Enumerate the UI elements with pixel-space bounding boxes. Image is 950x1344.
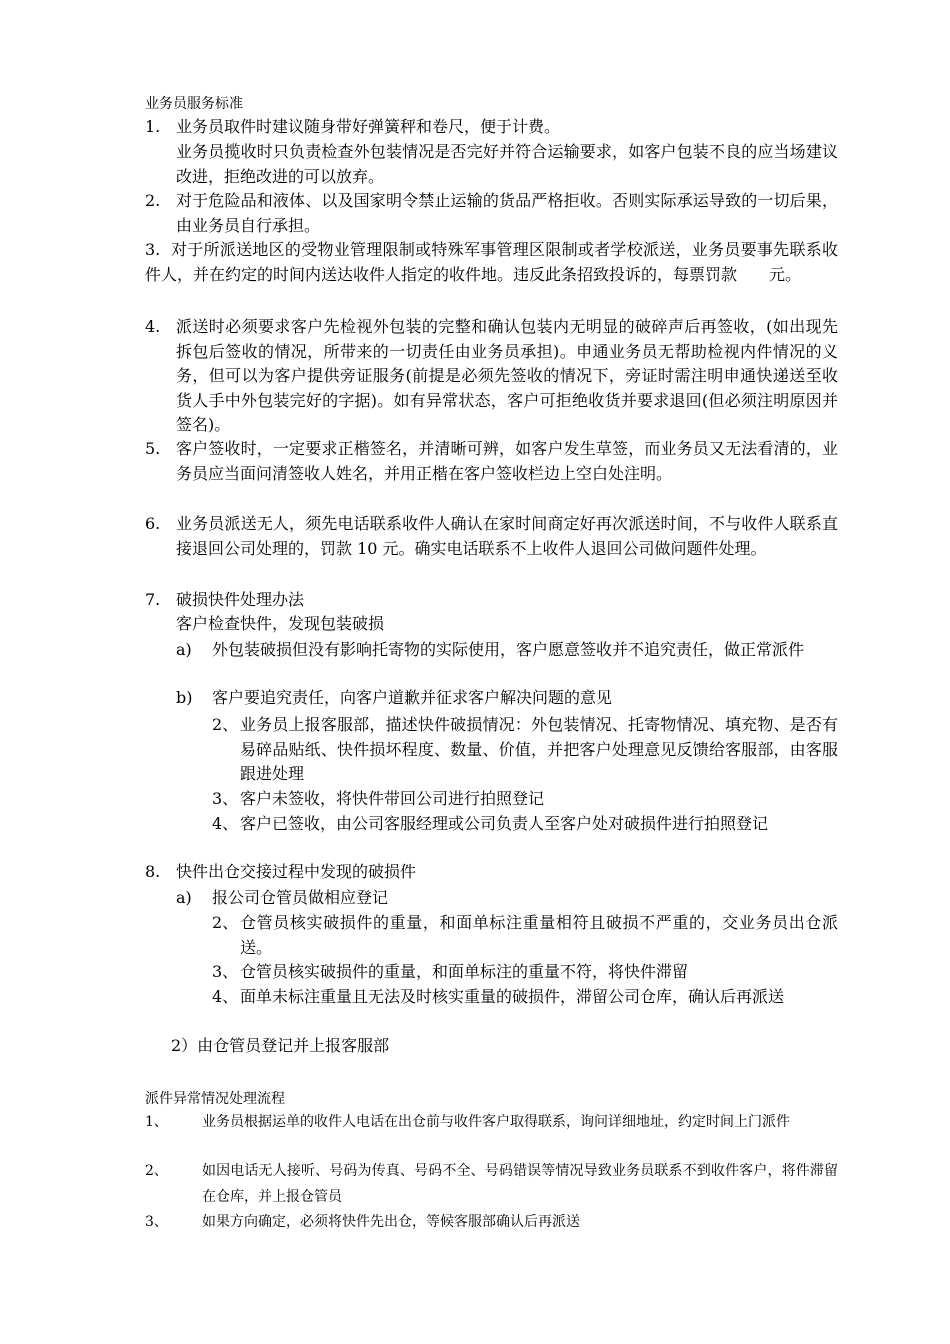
list-text: 如果方向确定，必须将快件先出仓，等候客服部确认后再派送 <box>202 1214 580 1230</box>
list-number: 4、 <box>212 814 239 833</box>
sub-item-7a <box>176 638 838 663</box>
list-number: 1、 <box>145 1114 168 1130</box>
list-number: 2、 <box>212 913 239 932</box>
list-text: 派送时必须要求客户先检视外包装的完整和确认包装内无明显的破碎声后再签收，(如出现先拆包后签收的情况，所带来的一切责任由业务员承担)。申通业务员无帮助检视内件情况的义务，但可以为客户提供旁证服务(前提是必须先签收的情况下，旁证时需注明申通快递送至收货人手中外包装完好的字据)。如有异常状态，客户可拒绝收货并要求退回(但必须注明原因并签名)。 <box>176 317 838 435</box>
list-number: 6. <box>145 514 161 533</box>
sub-item-8a <box>176 886 838 911</box>
sub-item-8b: 2）由仓管员登记并上报客服部 <box>171 1036 390 1055</box>
sub-item-7b <box>176 686 838 711</box>
list-text: 外包装破损但没有影响托寄物的实际使用，客户愿意签收并不追究责任，做正常派件 <box>212 640 805 659</box>
list-text: 业务员派送无人，须先电话联系收件人确认在家时间商定好再次派送时间，不与收件人联系直接退回公司处理的，罚款 10 元。确实电话联系不上收件人退回公司做问题件处理。 <box>176 514 838 558</box>
list-item-6 <box>145 512 838 561</box>
list-item-1 <box>145 115 838 140</box>
process-item-1 <box>145 1109 838 1135</box>
list-text: 客户要追究责任，向客户道歉并征求客户解决问题的意见 <box>212 688 613 707</box>
list-item-7 <box>145 588 838 613</box>
list-number: 7. <box>145 590 161 609</box>
list-text: 业务员取件时建议随身带好弹簧秤和卷尺，便于计费。 <box>176 117 561 136</box>
list-text: 破损快件处理办法 <box>176 590 305 609</box>
process-item-2 <box>145 1158 838 1210</box>
list-number: 4. <box>145 317 161 336</box>
list-number: 1. <box>145 117 161 136</box>
paragraph-item1-note: 业务员揽收时只负责检查外包装情况是否完好并符合运输要求，如客户包装不良的应当场建议改进，拒绝改进的可以放弃。 <box>176 142 838 186</box>
list-number: 3、 <box>145 1214 168 1230</box>
sub-sub-item-8a-3 <box>212 960 838 985</box>
sub-sub-item-8a-4 <box>212 985 838 1010</box>
list-number: 2、 <box>145 1163 168 1179</box>
section-title-exception-process: 派件异常情况处理流程 <box>145 1091 285 1107</box>
paragraph-item7-note: 客户检查快件，发现包装破损 <box>176 614 385 633</box>
list-number: 8. <box>145 862 161 881</box>
list-text: 快件出仓交接过程中发现的破损件 <box>176 862 417 881</box>
list-text: 业务员根据运单的收件人电话在出仓前与收件客户取得联系，询问详细地址，约定时间上门派件 <box>202 1114 790 1130</box>
list-text: 仓管员核实破损件的重量，和面单标注的重量不符，将快件滞留 <box>240 962 689 981</box>
sub-sub-item-8a-2 <box>212 911 838 960</box>
list-item-5 <box>145 437 838 486</box>
list-text: 业务员上报客服部，描述快件破损情况：外包装情况、托寄物情况、填充物、是否有易碎品贴纸、快件损坏程度、数量、价值，并把客户处理意见反馈给客服部，由客服跟进处理 <box>240 715 838 784</box>
section-title-service-standard: 业务员服务标准 <box>145 96 243 112</box>
list-number: a) <box>176 888 192 907</box>
list-item-2 <box>145 189 838 238</box>
list-text: 报公司仓管员做相应登记 <box>212 888 389 907</box>
sub-sub-item-7b-4 <box>212 812 838 837</box>
list-item-4 <box>145 315 838 438</box>
list-text: 面单未标注重量且无法及时核实重量的破损件，滞留公司仓库，确认后再派送 <box>240 987 785 1006</box>
list-number: 4、 <box>212 987 239 1006</box>
list-text: 对于危险品和液体、以及国家明令禁止运输的货品严格拒收。否则实际承运导致的一切后果，由业务员自行承担。 <box>176 191 838 235</box>
list-number: 2、 <box>212 715 239 734</box>
sub-sub-item-7b-2 <box>212 713 838 787</box>
list-text: 客户已签收，由公司客服经理或公司负责人至客户处对破损件进行拍照登记 <box>240 814 769 833</box>
list-number: 3. <box>145 240 161 259</box>
list-number: 3、 <box>212 962 239 981</box>
list-number: a) <box>176 640 192 659</box>
list-number: 5. <box>145 439 161 458</box>
list-text: 仓管员核实破损件的重量，和面单标注重量相符且破损不严重的，交业务员出仓派送。 <box>240 913 838 957</box>
list-text: 如因电话无人接听、号码为传真、号码不全、号码错误等情况导致业务员联系不到收件客户，将件滞留在仓库，并上报仓管员 <box>202 1163 838 1205</box>
list-item-8 <box>145 860 838 885</box>
list-number: 2. <box>145 191 161 210</box>
list-text: 客户签收时，一定要求正楷签名，并清晰可辨，如客户发生草签，而业务员又无法看清的，业务员应当面问清签收人姓名，并用正楷在客户签收栏边上空白处注明。 <box>176 439 838 483</box>
list-text: 客户未签收，将快件带回公司进行拍照登记 <box>240 789 545 808</box>
list-number: 3、 <box>212 789 239 808</box>
list-number: b) <box>176 688 193 707</box>
sub-sub-item-7b-3 <box>212 787 838 812</box>
list-text: 对于所派送地区的受物业管理限制或特殊军事管理区限制或者学校派送，业务员要事先联系收件人，并在约定的时间内送达收件人指定的收件地。违反此条招致投诉的，每票罚款 元。 <box>145 240 838 284</box>
list-item-3 <box>145 238 838 287</box>
process-item-3 <box>145 1209 838 1235</box>
